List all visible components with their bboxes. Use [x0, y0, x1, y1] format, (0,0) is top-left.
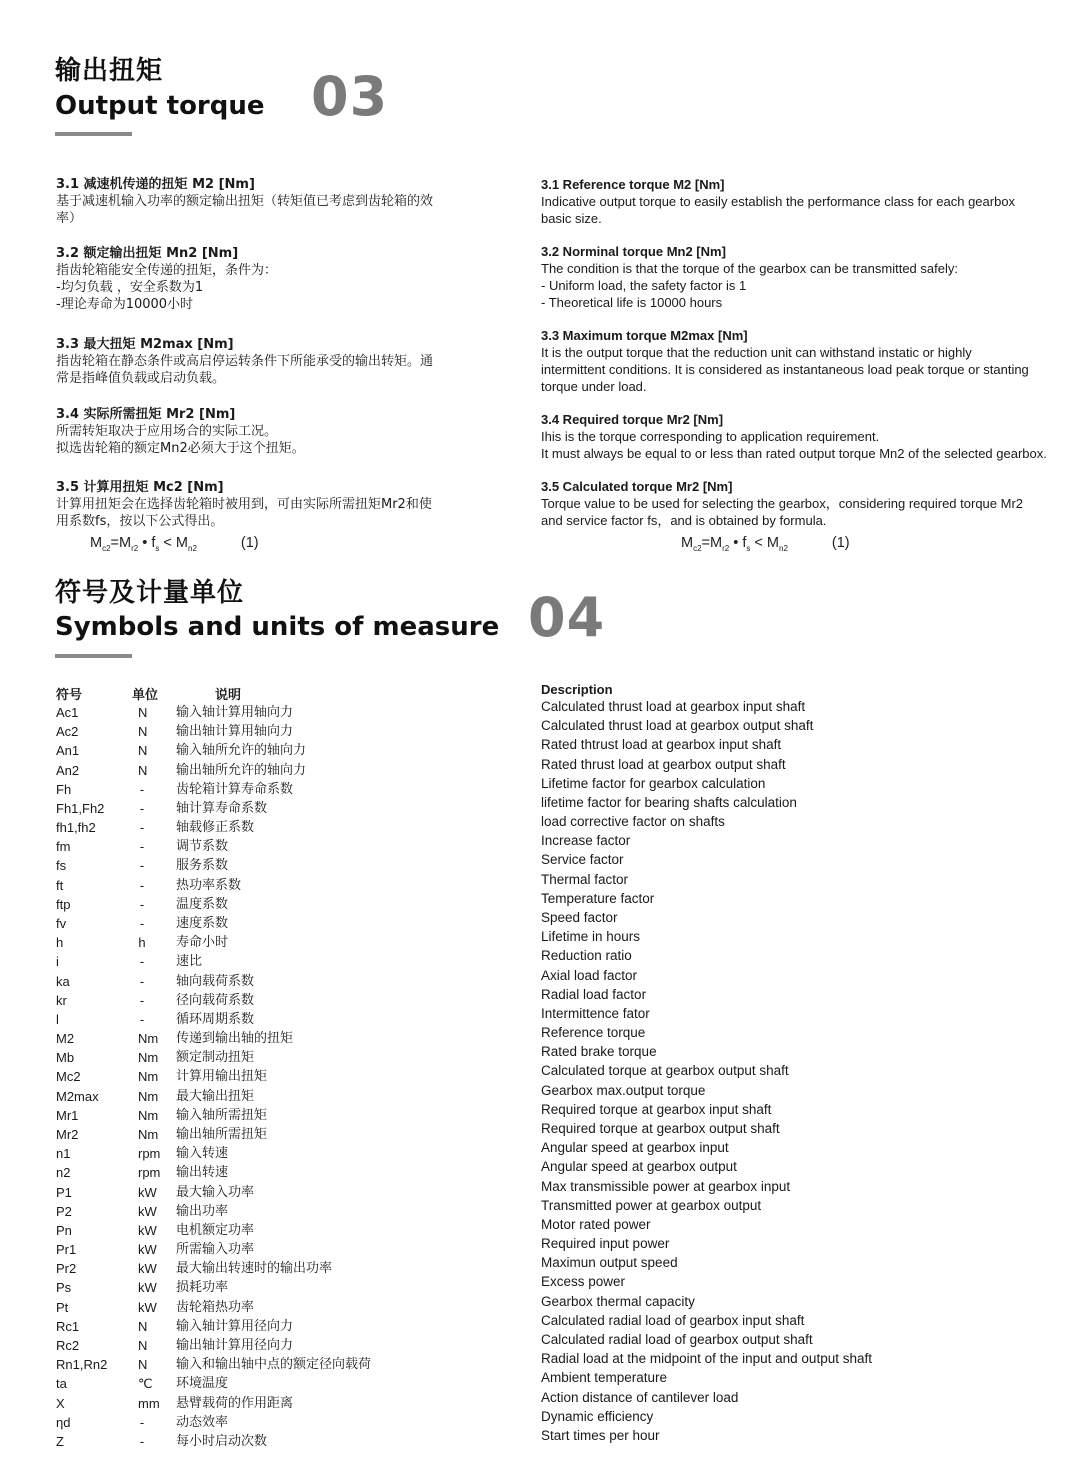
symbol-header: 符号 [56, 688, 83, 703]
cn-description-cell: 轴载修正系数 [176, 820, 255, 836]
section04-title-rule [55, 654, 132, 658]
cn-description-cell: 环境温度 [176, 1376, 229, 1392]
sec03-en-3-3-body: It is the output torque that the reduction unit can withstand instatic or highly intermittent conditions. It is considered as instantaneous load peak torque or stanting torque under load. [541, 345, 1029, 394]
unit-cell: - [139, 916, 145, 931]
unit-cell: - [139, 800, 145, 816]
symbol-cell: Z [56, 1433, 64, 1449]
unit-cell: Nm [138, 1088, 159, 1104]
symbol-cell: Rc2 [56, 1337, 80, 1353]
unit-cell: ℃ [138, 1376, 153, 1392]
symbol-cell: h [56, 935, 64, 951]
description-row: Speed factor [541, 910, 618, 925]
unit-cell: N [138, 705, 148, 720]
table-row [56, 837, 476, 856]
sec03-en-3-5-title: 3.5 Calculated torque Mr2 [Nm] [541, 479, 733, 494]
unit-cell: mm [138, 1395, 160, 1411]
cn-description-cell: 输入和输出轴中点的额定径向载荷 [176, 1357, 372, 1373]
cn-description-cell: 最大输出转速时的输出功率 [176, 1261, 333, 1277]
cn-description-cell: 输入转速 [176, 1146, 229, 1162]
sec03-en-3-3 [541, 327, 1076, 395]
cn-description-header: 说明 [215, 688, 242, 703]
sec03-en-3-1 [541, 176, 1076, 227]
description-row: Rated brake torque [541, 1044, 657, 1060]
symbol-cell: Pn [56, 1222, 72, 1238]
symbol-cell: n2 [56, 1165, 71, 1181]
unit-cell: - [139, 896, 145, 912]
cn-description-cell: 齿轮箱计算寿命系数 [176, 781, 294, 797]
cn-description-cell: 每小时启动次数 [176, 1433, 268, 1449]
cn-description-cell: 轴计算寿命系数 [176, 800, 268, 816]
symbol-cell: Ac1 [56, 705, 79, 720]
description-row: Service factor [541, 852, 624, 868]
description-row: Rated thrust load at gearbox output shaft [541, 756, 786, 772]
unit-cell: kW [138, 1222, 157, 1238]
table-row [56, 914, 476, 933]
en-description-header: Description [541, 682, 613, 697]
table-row [56, 1087, 476, 1106]
symbol-cell: kr [56, 992, 67, 1008]
section03-title-en: Output torque [55, 91, 265, 121]
table-row [56, 1355, 476, 1374]
symbols-table [56, 703, 476, 1453]
table-row [56, 876, 476, 895]
unit-cell: - [139, 839, 145, 855]
section04-title-cn: 符号及计量单位 [55, 578, 245, 608]
unit-cell: rpm [138, 1146, 161, 1162]
description-row: Calculated thrust load at gearbox output shaft [541, 718, 814, 734]
cn-description-cell: 动态效率 [176, 1414, 229, 1430]
unit-cell: kW [138, 1242, 157, 1257]
sec03-cn-3-5 [56, 479, 471, 530]
table-row [56, 1432, 476, 1451]
description-row: Required torque at gearbox output shaft [541, 1121, 780, 1136]
description-row: Motor rated power [541, 1216, 651, 1232]
sec03-cn-3-4-body: 所需转矩取决于应用场合的实际工况。 拟选齿轮箱的额定Mn2必须大于这个扭矩。 [56, 424, 305, 456]
section04-title-en: Symbols and units of measure [55, 612, 500, 642]
cn-description-cell: 损耗功率 [176, 1280, 229, 1296]
description-row: Action distance of cantilever load [541, 1389, 739, 1405]
unit-cell: Nm [138, 1069, 159, 1085]
unit-cell: kW [138, 1261, 157, 1277]
unit-cell: - [139, 1433, 145, 1449]
table-row [56, 991, 476, 1010]
table-row [56, 972, 476, 991]
unit-cell: kW [138, 1203, 157, 1219]
unit-cell: kW [138, 1299, 157, 1315]
cn-description-cell: 传递到输出轴的扭矩 [176, 1031, 294, 1047]
cn-description-cell: 输出转速 [176, 1165, 229, 1181]
table-row [56, 895, 476, 914]
description-row: Axial load factor [541, 967, 638, 983]
cn-description-cell: 齿轮箱热功率 [176, 1299, 255, 1315]
sec03-cn-3-3 [56, 336, 471, 387]
description-row: Calculated thrust load at gearbox input shaft [541, 699, 806, 714]
cn-description-cell: 最大输出扭矩 [176, 1088, 255, 1104]
symbol-cell: X [56, 1395, 65, 1411]
description-row: Calculated radial load of gearbox input shaft [541, 1312, 805, 1328]
table-row [56, 1163, 476, 1182]
description-row: Dynamic efficiency [541, 1408, 654, 1424]
table-row [56, 1029, 476, 1048]
sec03-cn-3-4-title: 3.4 实际所需扭矩 Mr2 [Nm] [56, 407, 236, 422]
cn-description-cell: 最大输入功率 [176, 1184, 255, 1200]
cn-description-cell: 调节系数 [176, 839, 229, 855]
symbol-cell: An2 [56, 762, 80, 778]
table-row [56, 703, 476, 722]
cn-description-cell: 循环周期系数 [176, 1011, 255, 1027]
unit-header: 单位 [132, 688, 159, 703]
symbol-cell: fv [56, 916, 67, 931]
unit-cell: Nm [138, 1031, 159, 1047]
unit-cell: N [138, 1337, 148, 1353]
table-row [56, 1183, 476, 1202]
sec03-en-3-5-body: Torque value to be used for selecting the gearbox，considering required torque Mr2 and service factor fs，and is obtained by formula. [541, 496, 1024, 528]
cn-description-cell: 温度系数 [176, 896, 229, 912]
symbol-cell: Fh1,Fh2 [56, 800, 105, 816]
sec03-en-3-4-body: Ihis is the torque corresponding to application requirement. It must always be equal to or less than rated output torque Mn2 of the selected gearbox. [541, 429, 1047, 461]
sec03-cn-3-2 [56, 245, 471, 313]
descriptions-list [541, 697, 1071, 1447]
unit-cell: - [139, 954, 145, 970]
cn-description-cell: 轴向载荷系数 [176, 973, 255, 989]
table-row [56, 1278, 476, 1297]
description-row: Maximun output speed [541, 1255, 678, 1271]
symbol-cell: Fh [56, 781, 72, 797]
unit-cell: h [138, 935, 146, 951]
sec03-formula-right: $M_{c2}=M_{r2}$ • $f_s < M_{n2}$ (1) [681, 535, 850, 553]
description-row: Required torque at gearbox input shaft [541, 1101, 772, 1117]
unit-cell: - [139, 992, 145, 1008]
table-row [56, 1317, 476, 1336]
table-row [56, 1374, 476, 1393]
sec03-en-3-4 [541, 411, 1076, 462]
sec03-cn-3-2-body: 指齿轮箱能安全传递的扭矩，条件为： -均匀负载 ，安全系数为1 -理论寿命为10000小时 [56, 263, 278, 312]
table-row [56, 1048, 476, 1067]
table-row [56, 818, 476, 837]
description-row: Required input power [541, 1236, 670, 1251]
cn-description-cell: 输出轴所允许的轴向力 [176, 762, 307, 778]
description-row: Angular speed at gearbox input [541, 1140, 729, 1156]
description-row: Transmitted power at gearbox output [541, 1197, 762, 1213]
description-row: Rated thtrust load at gearbox input shaft [541, 737, 782, 753]
table-row [56, 761, 476, 780]
cn-description-cell: 寿命小时 [176, 935, 229, 951]
cn-description-cell: 速比 [176, 954, 203, 970]
table-row [56, 741, 476, 760]
table-row [56, 1067, 476, 1086]
description-row: Radial load at the midpoint of the input and output shaft [541, 1351, 872, 1367]
sec03-cn-3-4 [56, 406, 471, 457]
description-row: lifetime factor for bearing shafts calculation [541, 794, 797, 810]
unit-cell: Nm [138, 1050, 159, 1066]
cn-description-cell: 电机额定功率 [176, 1222, 255, 1238]
symbol-cell: M2 [56, 1031, 75, 1047]
table-row [56, 1240, 476, 1259]
sec03-en-3-1-title: 3.1 Reference torque M2 [Nm] [541, 177, 725, 192]
sec03-cn-3-1-title: 3.1 减速机传递的扭矩 M2 [Nm] [56, 177, 255, 192]
description-row: Reduction ratio [541, 948, 632, 964]
sec03-en-3-5 [541, 478, 1076, 529]
section04-number: 04 [528, 586, 606, 649]
symbol-cell: Rc1 [56, 1318, 80, 1334]
symbol-cell: ft [56, 877, 64, 893]
table-row [56, 1298, 476, 1317]
table-row [56, 1394, 476, 1413]
table-row [56, 722, 476, 741]
sec03-formula-left: $M_{c2}=M_{r2}$ • $f_s < M_{n2}$ (1) [90, 535, 259, 553]
symbol-cell: i [56, 954, 59, 970]
symbol-cell: Mb [56, 1050, 75, 1066]
table-row [56, 952, 476, 971]
symbol-cell: fh1,fh2 [56, 820, 96, 836]
cn-description-cell: 计算用输出扭矩 [176, 1069, 268, 1085]
description-row: Intermittence fator [541, 1005, 650, 1021]
cn-description-cell: 输出功率 [176, 1203, 229, 1219]
description-row: Increase factor [541, 833, 631, 849]
symbol-cell: ftp [56, 896, 71, 912]
unit-cell: N [138, 724, 148, 740]
sec03-en-3-2-title: 3.2 Norminal torque Mn2 [Nm] [541, 244, 726, 259]
unit-cell: Nm [138, 1127, 159, 1142]
unit-cell: - [139, 973, 145, 989]
unit-cell: rpm [138, 1165, 161, 1181]
sec03-en-3-2-body: The condition is that the torque of the gearbox can be transmitted safely: - Uniform load, the safety factor is 1 - Theoretical life is 10000 hours [541, 261, 958, 310]
unit-cell: - [139, 781, 145, 797]
cn-description-cell: 输出轴计算用径向力 [176, 1337, 294, 1353]
unit-cell: - [139, 1414, 145, 1430]
table-row [56, 1221, 476, 1240]
sec03-cn-3-5-body: 计算用扭矩会在选择齿轮箱时被用到，可由实际所需扭矩Mr2和使 用系数fs，按以下公式得出。 [56, 497, 432, 529]
description-row: Radial load factor [541, 986, 647, 1002]
section03-number: 03 [311, 65, 389, 128]
table-row [56, 1259, 476, 1278]
table-row [56, 1125, 476, 1144]
table-row [56, 1413, 476, 1432]
sec03-cn-3-1 [56, 176, 471, 227]
unit-cell: N [138, 743, 148, 759]
symbol-cell: Mc2 [56, 1069, 81, 1085]
unit-cell: - [139, 877, 145, 893]
description-row: Excess power [541, 1274, 626, 1290]
description-row: Lifetime in hours [541, 929, 641, 945]
description-row: Calculated radial load of gearbox output shaft [541, 1331, 813, 1347]
description-row: load corrective factor on shafts [541, 814, 725, 830]
sec03-en-3-1-body: Indicative output torque to easily establish the performance class for each gearbox basic size. [541, 194, 1016, 226]
symbol-cell: ηd [56, 1414, 71, 1430]
sec03-en-3-4-title: 3.4 Required torque Mr2 [Nm] [541, 412, 724, 427]
cn-description-cell: 速度系数 [176, 916, 229, 931]
unit-cell: kW [138, 1184, 157, 1200]
table-row [56, 780, 476, 799]
description-row: Max transmissible power at gearbox input [541, 1178, 791, 1194]
unit-cell: kW [138, 1280, 157, 1296]
section03-title-rule [55, 132, 132, 136]
cn-description-cell: 输入轴计算用径向力 [176, 1318, 294, 1334]
sec03-cn-3-2-title: 3.2 额定输出扭矩 Mn2 [Nm] [56, 246, 239, 261]
cn-description-cell: 热功率系数 [176, 877, 242, 893]
symbol-cell: Mr1 [56, 1107, 79, 1123]
symbol-cell: Ps [56, 1280, 72, 1296]
cn-description-cell: 额定制动扭矩 [176, 1050, 255, 1066]
symbol-cell: ka [56, 973, 70, 989]
cn-description-cell: 径向载荷系数 [176, 992, 255, 1008]
unit-cell: Nm [138, 1107, 159, 1123]
sec03-en-3-3-title: 3.3 Maximum torque M2max [Nm] [541, 328, 748, 343]
symbol-cell: n1 [56, 1146, 71, 1162]
sec03-cn-3-3-body: 指齿轮箱在静态条件或高启停运转条件下所能承受的输出转矩。通 常是指峰值负载或启动负载。 [56, 354, 434, 386]
symbol-cell: fm [56, 839, 71, 855]
symbol-cell: fs [56, 858, 67, 874]
description-row: Lifetime factor for gearbox calculation [541, 775, 766, 791]
unit-cell: - [139, 1011, 145, 1027]
description-row: Ambient temperature [541, 1370, 668, 1386]
symbol-cell: Pr1 [56, 1242, 77, 1257]
symbol-cell: ta [56, 1376, 67, 1392]
table-row [56, 1010, 476, 1029]
cn-description-cell: 输入轴所需扭矩 [176, 1107, 268, 1123]
description-row: Gearbox thermal capacity [541, 1293, 695, 1309]
symbol-cell: Mr2 [56, 1127, 79, 1142]
table-row [56, 799, 476, 818]
table-row [56, 933, 476, 952]
sec03-cn-3-1-body: 基于减速机输入功率的额定输出扭矩（转矩值已考虑到齿轮箱的效 率） [56, 194, 434, 226]
unit-cell: N [138, 1318, 148, 1334]
cn-description-cell: 输入轴所允许的轴向力 [176, 743, 307, 759]
description-row: Start times per hour [541, 1427, 660, 1443]
table-row [56, 1336, 476, 1355]
symbol-cell: P2 [56, 1203, 72, 1219]
symbol-cell: An1 [56, 743, 80, 759]
section03-title-cn: 输出扭矩 [55, 56, 164, 86]
sec03-en-3-2 [541, 243, 1076, 311]
description-row: Angular speed at gearbox output [541, 1159, 737, 1175]
unit-cell: - [139, 820, 145, 836]
symbol-cell: l [56, 1011, 59, 1027]
cn-description-cell: 输出轴计算用轴向力 [176, 724, 294, 740]
symbol-cell: Rn1,Rn2 [56, 1357, 108, 1373]
cn-description-cell: 悬臂载荷的作用距离 [176, 1395, 294, 1411]
cn-description-cell: 所需输入功率 [176, 1242, 255, 1257]
symbol-cell: Pr2 [56, 1261, 77, 1277]
symbol-cell: Pt [56, 1299, 69, 1315]
unit-cell: - [139, 858, 145, 874]
cn-description-cell: 服务系数 [176, 858, 229, 874]
table-row [56, 856, 476, 875]
symbol-cell: M2max [56, 1088, 99, 1104]
sec03-cn-3-3-title: 3.3 最大扭矩 M2max [Nm] [56, 337, 234, 352]
symbol-cell: P1 [56, 1184, 72, 1200]
description-row: Thermal factor [541, 871, 629, 887]
description-row: Temperature factor [541, 890, 655, 906]
description-row: Gearbox max.output torque [541, 1082, 706, 1098]
description-row: Reference torque [541, 1025, 646, 1041]
table-row [56, 1144, 476, 1163]
cn-description-cell: 输入轴计算用轴向力 [176, 705, 294, 720]
table-row [56, 1106, 476, 1125]
sec03-cn-3-5-title: 3.5 计算用扭矩 Mc2 [Nm] [56, 480, 224, 495]
symbol-cell: Ac2 [56, 724, 79, 740]
unit-cell: N [138, 1357, 148, 1373]
description-row: Calculated torque at gearbox output shaft [541, 1063, 789, 1079]
cn-description-cell: 输出轴所需扭矩 [176, 1127, 268, 1142]
unit-cell: N [138, 762, 148, 778]
table-row [56, 1202, 476, 1221]
